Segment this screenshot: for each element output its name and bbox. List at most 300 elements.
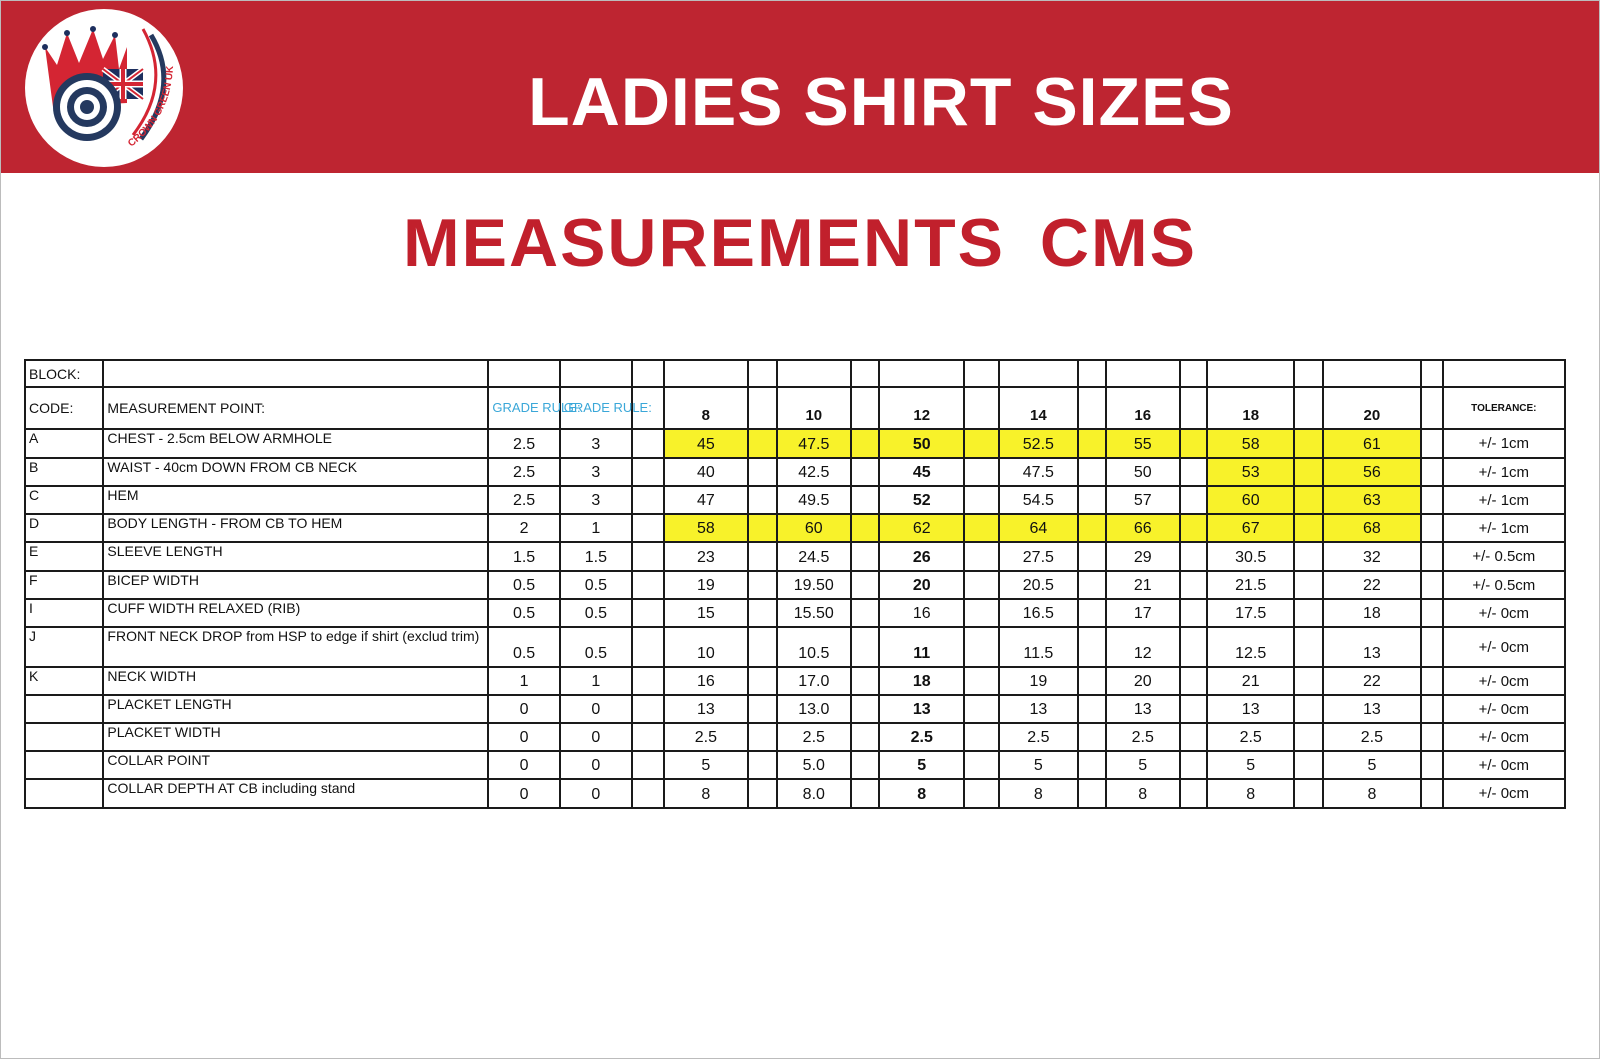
empty-cell (1421, 723, 1442, 751)
empty-cell (632, 542, 664, 571)
measurement-point-cell: WAIST - 40cm DOWN FROM CB NECK (103, 458, 488, 486)
measurement-value-cell: 52.5 (999, 429, 1078, 458)
measurement-value-cell: 30.5 (1207, 542, 1294, 571)
empty-cell (748, 723, 777, 751)
empty-cell (964, 387, 999, 429)
grade-rule-cell: 0.5 (560, 627, 632, 667)
empty-cell (964, 571, 999, 599)
empty-cell (1421, 599, 1442, 627)
empty-cell (1294, 360, 1323, 387)
empty-cell (964, 667, 999, 695)
measurement-value-cell: 24.5 (777, 542, 851, 571)
code-cell: F (25, 571, 103, 599)
empty-cell (851, 751, 880, 779)
measurement-value-cell: 53 (1207, 458, 1294, 486)
empty-cell (851, 429, 880, 458)
grade-rule-cell: 3 (560, 429, 632, 458)
grade-rule-cell: 0.5 (488, 599, 559, 627)
empty-cell (1294, 458, 1323, 486)
empty-cell (1421, 486, 1442, 514)
size-chart-table (24, 359, 1566, 809)
code-cell (25, 751, 103, 779)
measurement-value-cell: 13 (1106, 695, 1180, 723)
measurement-point-header: MEASUREMENT POINT: (103, 387, 488, 429)
logo-text: CROWN GREEN UK (126, 65, 177, 150)
measurement-value-cell: 2.5 (664, 723, 749, 751)
table-row (25, 514, 1565, 542)
empty-cell (1294, 571, 1323, 599)
empty-cell (851, 571, 880, 599)
empty-cell (879, 360, 964, 387)
measurement-value-cell: 5.0 (777, 751, 851, 779)
empty-cell (632, 458, 664, 486)
code-cell (25, 779, 103, 808)
measurement-value-cell: 40 (664, 458, 749, 486)
measurement-value-cell: 18 (1323, 599, 1422, 627)
empty-cell (964, 627, 999, 667)
measurement-value-cell: 47.5 (999, 458, 1078, 486)
crown-green-uk-logo (23, 7, 185, 169)
measurement-value-cell: 2.5 (1323, 723, 1422, 751)
empty-cell (1294, 695, 1323, 723)
empty-cell (1180, 458, 1208, 486)
table-row (25, 751, 1565, 779)
measurement-value-cell: 17.5 (1207, 599, 1294, 627)
empty-cell (1078, 429, 1106, 458)
measurement-value-cell: 8 (1323, 779, 1422, 808)
size-header: 12 (879, 387, 964, 429)
empty-cell (1294, 627, 1323, 667)
measurement-value-cell: 16 (664, 667, 749, 695)
table-row (25, 571, 1565, 599)
measurement-value-cell: 2.5 (777, 723, 851, 751)
empty-cell (1421, 627, 1442, 667)
empty-cell (560, 360, 632, 387)
grade-rule-cell: 1.5 (488, 542, 559, 571)
empty-cell (1421, 695, 1442, 723)
grade-rule-cell: 0 (488, 723, 559, 751)
empty-cell (851, 695, 880, 723)
measurement-value-cell: 29 (1106, 542, 1180, 571)
measurement-value-cell: 67 (1207, 514, 1294, 542)
empty-cell (851, 360, 880, 387)
measurement-value-cell: 16 (879, 599, 964, 627)
empty-cell (964, 360, 999, 387)
code-cell: I (25, 599, 103, 627)
measurement-value-cell: 47 (664, 486, 749, 514)
code-cell (25, 723, 103, 751)
measurement-value-cell: 13 (1207, 695, 1294, 723)
measurement-value-cell: 8.0 (777, 779, 851, 808)
empty-cell (851, 667, 880, 695)
grade-rule-cell: 1.5 (560, 542, 632, 571)
measurement-point-cell: CUFF WIDTH RELAXED (RIB) (103, 599, 488, 627)
measurement-value-cell: 13.0 (777, 695, 851, 723)
empty-cell (1078, 360, 1106, 387)
empty-cell (1180, 387, 1208, 429)
grade-rule-cell: 0 (560, 779, 632, 808)
empty-cell (1078, 599, 1106, 627)
measurement-value-cell: 10.5 (777, 627, 851, 667)
empty-cell (964, 486, 999, 514)
empty-cell (748, 429, 777, 458)
code-cell: A (25, 429, 103, 458)
empty-cell (1294, 779, 1323, 808)
measurement-value-cell: 60 (777, 514, 851, 542)
measurement-value-cell: 5 (1323, 751, 1422, 779)
measurement-value-cell: 19 (999, 667, 1078, 695)
empty-cell (964, 599, 999, 627)
empty-cell (632, 723, 664, 751)
empty-cell (851, 779, 880, 808)
empty-cell (1078, 542, 1106, 571)
tolerance-header: TOLERANCE: (1443, 387, 1565, 429)
grade-rule-cell: 0 (488, 779, 559, 808)
measurement-value-cell: 20 (879, 571, 964, 599)
measurement-value-cell: 50 (1106, 458, 1180, 486)
empty-cell (1180, 542, 1208, 571)
empty-cell (748, 360, 777, 387)
measurement-point-cell: HEM (103, 486, 488, 514)
empty-cell (1294, 514, 1323, 542)
measurement-value-cell: 11.5 (999, 627, 1078, 667)
measurement-value-cell: 20 (1106, 667, 1180, 695)
empty-cell (1078, 571, 1106, 599)
tolerance-cell: +/- 0.5cm (1443, 542, 1565, 571)
empty-cell (632, 667, 664, 695)
empty-cell (1421, 429, 1442, 458)
empty-cell (1294, 542, 1323, 571)
measurement-value-cell: 11 (879, 627, 964, 667)
code-header: CODE: (25, 387, 103, 429)
empty-cell (632, 360, 664, 387)
empty-cell (1078, 779, 1106, 808)
block-row (25, 360, 1565, 387)
measurement-value-cell: 52 (879, 486, 964, 514)
empty-cell (1421, 542, 1442, 571)
measurement-value-cell: 15.50 (777, 599, 851, 627)
grade-rule-cell: 0.5 (560, 571, 632, 599)
table-row (25, 599, 1565, 627)
tolerance-cell: +/- 1cm (1443, 429, 1565, 458)
page-subtitle: MEASUREMENTS CMS (402, 205, 1198, 281)
empty-cell (1078, 514, 1106, 542)
grade-rule-cell: 1 (560, 667, 632, 695)
empty-cell (1294, 486, 1323, 514)
table-row (25, 723, 1565, 751)
empty-cell (851, 599, 880, 627)
measurement-value-cell: 47.5 (777, 429, 851, 458)
tolerance-cell: +/- 0cm (1443, 751, 1565, 779)
measurement-value-cell: 56 (1323, 458, 1422, 486)
measurement-value-cell: 21 (1207, 667, 1294, 695)
empty-cell (1078, 627, 1106, 667)
empty-cell (1421, 667, 1442, 695)
empty-cell (1078, 387, 1106, 429)
measurement-point-cell: PLACKET LENGTH (103, 695, 488, 723)
measurement-value-cell: 27.5 (999, 542, 1078, 571)
grade-rule-cell: 0 (560, 751, 632, 779)
empty-cell (1180, 571, 1208, 599)
measurement-value-cell: 8 (1106, 779, 1180, 808)
measurement-value-cell: 50 (879, 429, 964, 458)
empty-cell (1180, 486, 1208, 514)
grade-rule-cell: 0 (488, 695, 559, 723)
grade-rule-cell: 0.5 (488, 627, 559, 667)
empty-cell (964, 542, 999, 571)
empty-cell (1078, 667, 1106, 695)
grade-rule-cell: 3 (560, 458, 632, 486)
table-row (25, 542, 1565, 571)
measurement-point-cell: NECK WIDTH (103, 667, 488, 695)
empty-cell (777, 360, 851, 387)
measurement-value-cell: 63 (1323, 486, 1422, 514)
empty-cell (632, 486, 664, 514)
empty-cell (1078, 723, 1106, 751)
measurement-value-cell: 5 (1207, 751, 1294, 779)
empty-cell (964, 723, 999, 751)
empty-cell (748, 387, 777, 429)
empty-cell (1180, 360, 1208, 387)
measurement-value-cell: 8 (1207, 779, 1294, 808)
tolerance-cell: +/- 0cm (1443, 599, 1565, 627)
empty-cell (1323, 360, 1422, 387)
code-cell: K (25, 667, 103, 695)
tolerance-cell: +/- 0cm (1443, 723, 1565, 751)
empty-cell (1180, 751, 1208, 779)
grade-rule-header: GRADE RULE: (560, 387, 632, 429)
measurement-value-cell: 15 (664, 599, 749, 627)
empty-cell (664, 360, 749, 387)
page-title: LADIES SHIRT SIZES (528, 64, 1234, 140)
measurement-point-cell: FRONT NECK DROP from HSP to edge if shirt (exclud trim) (103, 627, 488, 667)
size-header: 18 (1207, 387, 1294, 429)
empty-cell (1294, 723, 1323, 751)
empty-cell (748, 571, 777, 599)
tolerance-cell: +/- 0cm (1443, 695, 1565, 723)
measurement-value-cell: 68 (1323, 514, 1422, 542)
measurement-point-cell: BICEP WIDTH (103, 571, 488, 599)
grade-rule-cell: 2.5 (488, 458, 559, 486)
empty-cell (1180, 779, 1208, 808)
header-row (25, 387, 1565, 429)
measurement-value-cell: 32 (1323, 542, 1422, 571)
empty-cell (1180, 695, 1208, 723)
measurement-value-cell: 10 (664, 627, 749, 667)
empty-cell (748, 779, 777, 808)
measurement-value-cell: 5 (664, 751, 749, 779)
measurement-value-cell: 22 (1323, 667, 1422, 695)
empty-cell (964, 779, 999, 808)
empty-cell (1078, 695, 1106, 723)
empty-cell (964, 458, 999, 486)
empty-cell (1421, 571, 1442, 599)
grade-rule-cell: 0 (488, 751, 559, 779)
empty-cell (1421, 360, 1442, 387)
empty-cell (1421, 779, 1442, 808)
empty-cell (632, 514, 664, 542)
empty-cell (851, 723, 880, 751)
code-cell: C (25, 486, 103, 514)
empty-cell (1078, 458, 1106, 486)
measurement-point-cell: CHEST - 2.5cm BELOW ARMHOLE (103, 429, 488, 458)
empty-cell (748, 695, 777, 723)
empty-cell (964, 429, 999, 458)
measurement-point-cell: COLLAR DEPTH AT CB including stand (103, 779, 488, 808)
empty-cell (999, 360, 1078, 387)
measurement-value-cell: 16.5 (999, 599, 1078, 627)
grade-rule-cell: 2.5 (488, 429, 559, 458)
measurement-value-cell: 17.0 (777, 667, 851, 695)
tolerance-cell: +/- 0cm (1443, 779, 1565, 808)
empty-cell (748, 627, 777, 667)
grade-rule-cell: 2 (488, 514, 559, 542)
table-row (25, 667, 1565, 695)
empty-cell (1207, 360, 1294, 387)
empty-cell (1078, 486, 1106, 514)
measurement-value-cell: 23 (664, 542, 749, 571)
empty-cell (964, 695, 999, 723)
empty-cell (851, 458, 880, 486)
code-cell: B (25, 458, 103, 486)
measurement-value-cell: 19 (664, 571, 749, 599)
table-row (25, 458, 1565, 486)
measurement-value-cell: 26 (879, 542, 964, 571)
empty-cell (748, 514, 777, 542)
measurement-value-cell: 13 (664, 695, 749, 723)
measurement-value-cell: 2.5 (1207, 723, 1294, 751)
measurement-value-cell: 8 (664, 779, 749, 808)
empty-cell (1294, 429, 1323, 458)
measurement-value-cell: 66 (1106, 514, 1180, 542)
measurement-value-cell: 12 (1106, 627, 1180, 667)
empty-cell (1180, 429, 1208, 458)
grade-rule-cell: 1 (560, 514, 632, 542)
empty-cell (1180, 723, 1208, 751)
measurement-value-cell: 2.5 (999, 723, 1078, 751)
measurement-value-cell: 17 (1106, 599, 1180, 627)
empty-cell (1421, 514, 1442, 542)
empty-cell (748, 599, 777, 627)
empty-cell (851, 387, 880, 429)
empty-cell (748, 751, 777, 779)
table-row (25, 486, 1565, 514)
size-header: 14 (999, 387, 1078, 429)
tolerance-cell: +/- 0.5cm (1443, 571, 1565, 599)
empty-cell (1294, 599, 1323, 627)
empty-cell (632, 429, 664, 458)
empty-cell (1421, 751, 1442, 779)
empty-cell (748, 486, 777, 514)
table-row (25, 695, 1565, 723)
grade-rule-cell: 0 (560, 695, 632, 723)
measurement-value-cell: 8 (879, 779, 964, 808)
table-row (25, 627, 1565, 667)
grade-rule-cell: 0 (560, 723, 632, 751)
grade-rule-cell: 2.5 (488, 486, 559, 514)
code-cell: E (25, 542, 103, 571)
empty-cell (1294, 667, 1323, 695)
measurement-value-cell: 2.5 (879, 723, 964, 751)
empty-cell (851, 514, 880, 542)
empty-cell (851, 542, 880, 571)
grade-rule-cell: 0.5 (488, 571, 559, 599)
empty-cell (632, 695, 664, 723)
measurement-value-cell: 58 (664, 514, 749, 542)
measurement-value-cell: 54.5 (999, 486, 1078, 514)
measurement-point-cell: SLEEVE LENGTH (103, 542, 488, 571)
measurement-value-cell: 21 (1106, 571, 1180, 599)
empty-cell (1078, 751, 1106, 779)
table-row (25, 429, 1565, 458)
empty-cell (1180, 627, 1208, 667)
empty-cell (748, 667, 777, 695)
code-cell: J (25, 627, 103, 667)
header-banner (1, 1, 1599, 173)
measurement-point-cell: COLLAR POINT (103, 751, 488, 779)
grade-rule-header: GRADE RULE: (488, 387, 559, 429)
measurement-value-cell: 62 (879, 514, 964, 542)
tolerance-cell: +/- 1cm (1443, 458, 1565, 486)
grade-rule-cell: 3 (560, 486, 632, 514)
measurement-value-cell: 21.5 (1207, 571, 1294, 599)
size-header: 20 (1323, 387, 1422, 429)
measurement-point-cell: PLACKET WIDTH (103, 723, 488, 751)
empty-cell (964, 514, 999, 542)
empty-cell (632, 627, 664, 667)
grade-rule-cell: 1 (488, 667, 559, 695)
empty-cell (632, 779, 664, 808)
measurement-value-cell: 57 (1106, 486, 1180, 514)
empty-cell (632, 599, 664, 627)
measurement-value-cell: 5 (879, 751, 964, 779)
measurement-value-cell: 49.5 (777, 486, 851, 514)
measurement-value-cell: 5 (999, 751, 1078, 779)
empty-cell (632, 571, 664, 599)
code-cell (25, 695, 103, 723)
empty-cell (1180, 514, 1208, 542)
measurement-value-cell: 42.5 (777, 458, 851, 486)
empty-cell (1421, 387, 1442, 429)
block-label: BLOCK: (25, 360, 103, 387)
size-header: 10 (777, 387, 851, 429)
empty-cell (488, 360, 559, 387)
empty-cell (1443, 360, 1565, 387)
measurement-value-cell: 13 (999, 695, 1078, 723)
empty-cell (748, 458, 777, 486)
tolerance-cell: +/- 1cm (1443, 486, 1565, 514)
measurement-value-cell: 45 (879, 458, 964, 486)
size-header: 8 (664, 387, 749, 429)
table-row (25, 779, 1565, 808)
empty-cell (851, 486, 880, 514)
measurement-point-cell: BODY LENGTH - FROM CB TO HEM (103, 514, 488, 542)
empty-cell (1180, 599, 1208, 627)
empty-cell (632, 751, 664, 779)
measurement-value-cell: 64 (999, 514, 1078, 542)
measurement-value-cell: 60 (1207, 486, 1294, 514)
code-cell: D (25, 514, 103, 542)
tolerance-cell: +/- 1cm (1443, 514, 1565, 542)
empty-cell (748, 542, 777, 571)
measurement-value-cell: 5 (1106, 751, 1180, 779)
empty-cell (1294, 751, 1323, 779)
grade-rule-cell: 0.5 (560, 599, 632, 627)
empty-cell (1180, 667, 1208, 695)
tolerance-cell: +/- 0cm (1443, 627, 1565, 667)
measurement-value-cell: 2.5 (1106, 723, 1180, 751)
size-header: 16 (1106, 387, 1180, 429)
